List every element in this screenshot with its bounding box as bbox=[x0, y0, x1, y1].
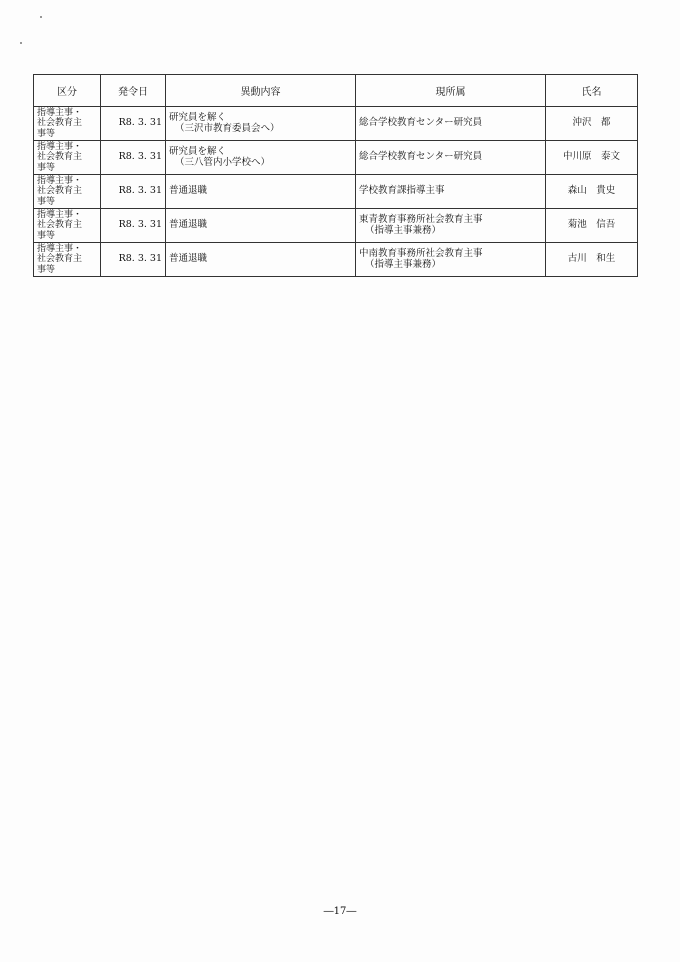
change-line: 普通退職 bbox=[169, 185, 208, 197]
name-cell: 森山 貴史 bbox=[546, 175, 638, 209]
change-cell bbox=[166, 141, 356, 175]
table-row bbox=[34, 243, 638, 277]
category-line: 指導主事・ bbox=[37, 107, 83, 118]
change-cell bbox=[166, 107, 356, 141]
name-cell: 沖沢 都 bbox=[546, 107, 638, 141]
table-row bbox=[34, 107, 638, 141]
date-cell: R8. 3. 31 bbox=[101, 141, 166, 175]
category-line: 事等 bbox=[37, 264, 56, 275]
current-cell bbox=[356, 175, 546, 209]
change-line: （三沢市教育委員会へ） bbox=[175, 122, 280, 134]
current-line: （指導主事兼務） bbox=[365, 224, 442, 236]
header-current: 現所属 bbox=[356, 75, 546, 107]
current-line: 総合学校教育センター研究員 bbox=[359, 151, 483, 163]
change-line: 普通退職 bbox=[169, 219, 208, 231]
name-cell: 中川原 泰文 bbox=[546, 141, 638, 175]
personnel-table bbox=[33, 74, 638, 277]
current-line: 学校教育課指導主事 bbox=[359, 185, 445, 197]
category-cell bbox=[34, 243, 101, 277]
change-line: 普通退職 bbox=[169, 253, 208, 265]
current-line: 総合学校教育センター研究員 bbox=[359, 117, 483, 129]
header-category: 区分 bbox=[34, 75, 101, 107]
current-cell bbox=[356, 141, 546, 175]
category-line: 社会教育主 bbox=[37, 254, 83, 265]
current-cell bbox=[356, 243, 546, 277]
current-line: （指導主事兼務） bbox=[365, 258, 442, 270]
change-line: （三八管内小学校へ） bbox=[175, 156, 271, 168]
scan-speck bbox=[20, 42, 22, 44]
category-line: 指導主事・ bbox=[37, 243, 83, 254]
name-cell: 菊池 信吾 bbox=[546, 209, 638, 243]
category-cell bbox=[34, 107, 101, 141]
header-name: 氏名 bbox=[546, 75, 638, 107]
scan-speck bbox=[40, 16, 42, 18]
current-cell bbox=[356, 209, 546, 243]
category-line: 事等 bbox=[37, 162, 56, 173]
category-line: 指導主事・ bbox=[37, 209, 83, 220]
change-line: 研究員を解く bbox=[169, 112, 227, 123]
category-line: 指導主事・ bbox=[37, 175, 83, 186]
date-cell: R8. 3. 31 bbox=[101, 107, 166, 141]
name-cell: 古川 和生 bbox=[546, 243, 638, 277]
category-line: 社会教育主 bbox=[37, 118, 83, 129]
date-cell: R8. 3. 31 bbox=[101, 175, 166, 209]
date-cell: R8. 3. 31 bbox=[101, 209, 166, 243]
current-line: 東青教育事務所社会教育主事 bbox=[359, 214, 483, 225]
date-cell: R8. 3. 31 bbox=[101, 243, 166, 277]
table-body bbox=[34, 107, 638, 277]
category-line: 事等 bbox=[37, 230, 56, 241]
category-line: 事等 bbox=[37, 196, 56, 207]
header-date: 発令日 bbox=[101, 75, 166, 107]
page-number: ―17― bbox=[323, 906, 357, 917]
current-cell bbox=[356, 107, 546, 141]
table-row bbox=[34, 175, 638, 209]
category-line: 事等 bbox=[37, 128, 56, 139]
category-cell bbox=[34, 175, 101, 209]
category-cell bbox=[34, 141, 101, 175]
category-line: 社会教育主 bbox=[37, 186, 83, 197]
table-header-row bbox=[34, 75, 638, 107]
category-line: 社会教育主 bbox=[37, 152, 83, 163]
category-line: 指導主事・ bbox=[37, 141, 83, 152]
change-line: 研究員を解く bbox=[169, 146, 227, 157]
category-cell bbox=[34, 209, 101, 243]
header-change: 異動内容 bbox=[166, 75, 356, 107]
current-line: 中南教育事務所社会教育主事 bbox=[359, 248, 483, 259]
table-row bbox=[34, 141, 638, 175]
change-cell bbox=[166, 175, 356, 209]
category-line: 社会教育主 bbox=[37, 220, 83, 231]
change-cell bbox=[166, 243, 356, 277]
table-row bbox=[34, 209, 638, 243]
change-cell bbox=[166, 209, 356, 243]
